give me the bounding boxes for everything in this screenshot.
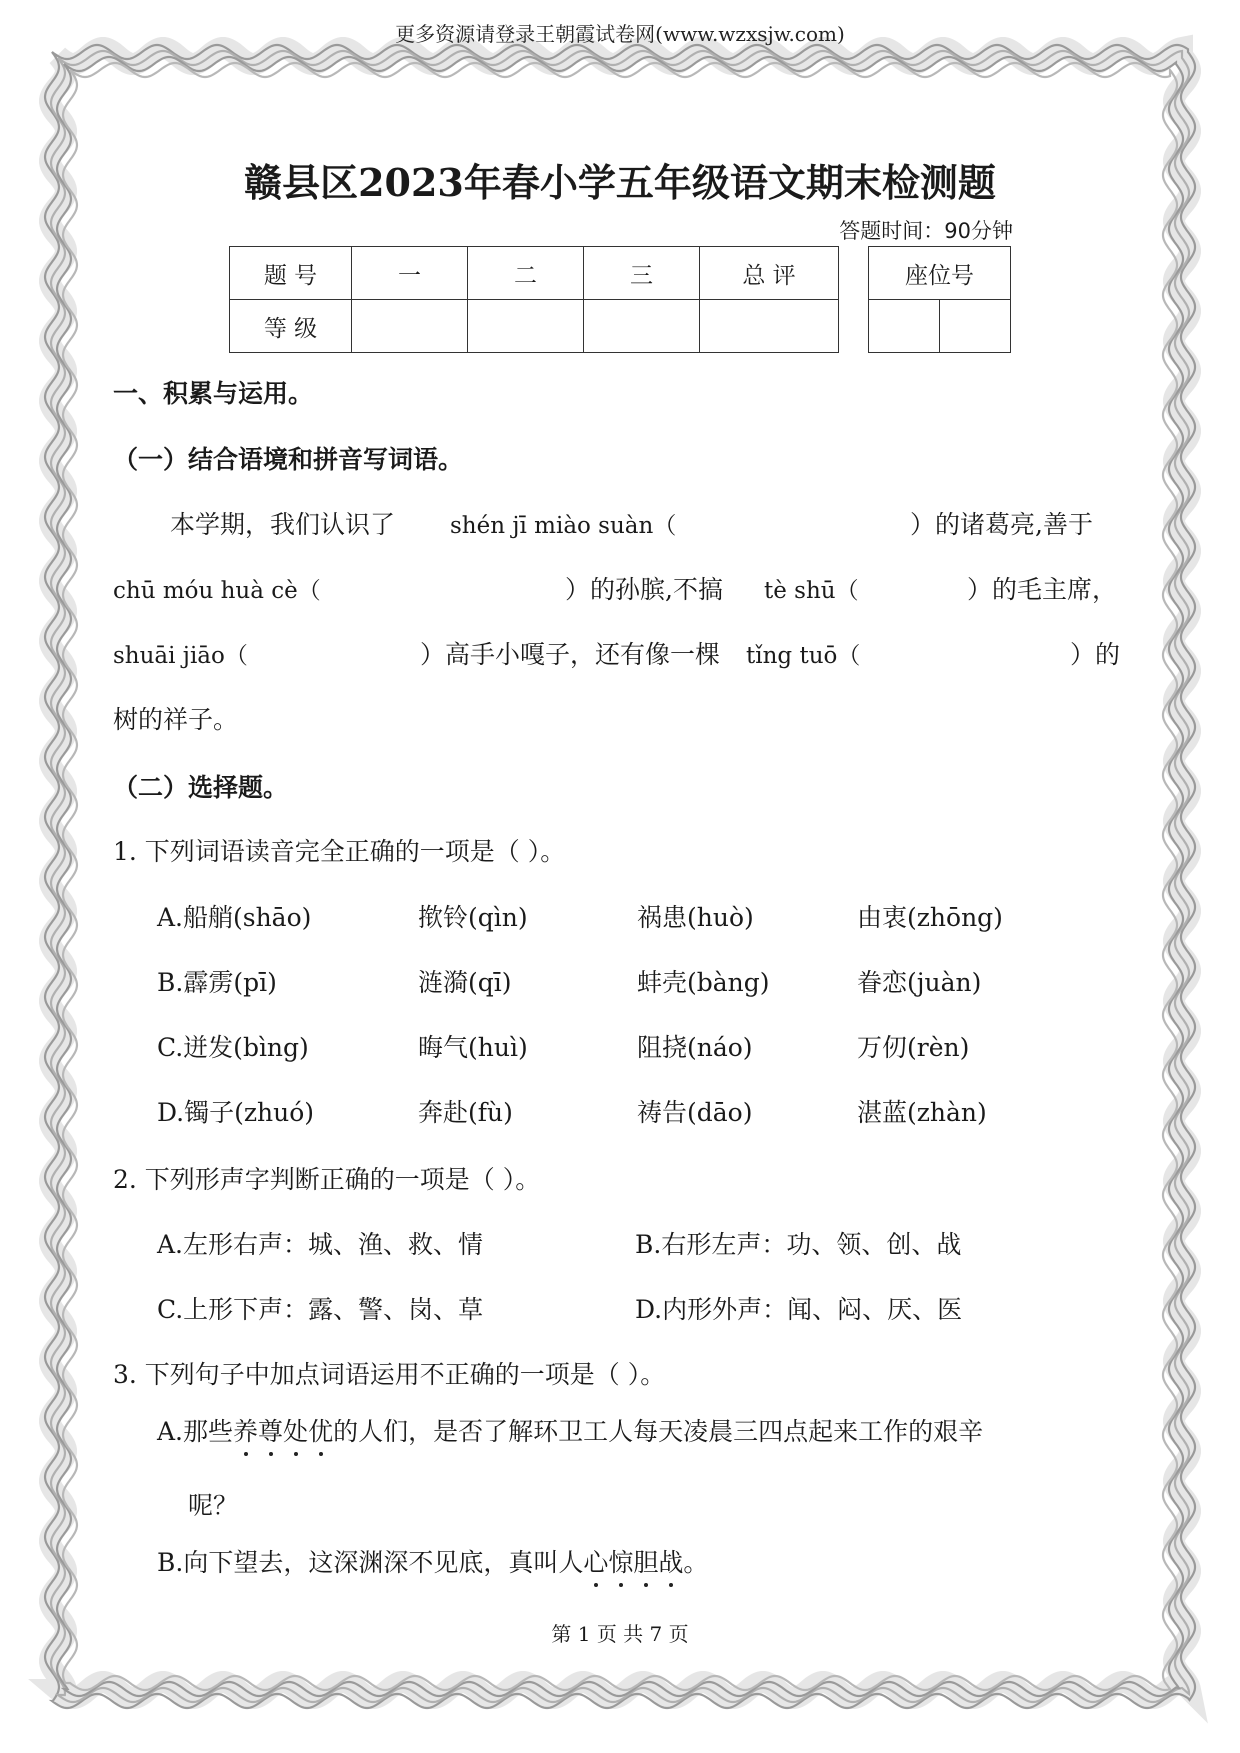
q1-option-cell: 阻挠(náo) xyxy=(637,1033,753,1062)
emphasis-char: 心 xyxy=(583,1548,608,1577)
page-footer: 第 1 页 共 7 页 xyxy=(551,1622,689,1646)
seat-cell-1[interactable] xyxy=(869,300,940,353)
passage-line-1-end: ）的诸葛亮,善于 xyxy=(910,510,1093,539)
page-title: 赣县区2023年春小学五年级语文期末检测题 xyxy=(244,160,996,205)
q1-option-cell: 蚌壳(bàng) xyxy=(637,968,770,997)
question-3-option-a-continued: 呢？ xyxy=(188,1491,239,1520)
option-a-dotted-word xyxy=(233,1417,333,1446)
header-cell-total: 总 评 xyxy=(700,247,839,300)
q1-option-cell[interactable]: B.霹雳(pī) xyxy=(157,968,277,997)
emphasis-char: 惊 xyxy=(608,1548,633,1577)
seat-table xyxy=(868,246,1011,353)
q1-option-cell: 祸患(huò) xyxy=(637,903,754,932)
emphasis-char: 优 xyxy=(308,1417,333,1446)
passage-line-2-mid: ）的孙膑,不搞 xyxy=(565,575,723,604)
option-b-dotted-word xyxy=(583,1548,683,1577)
q1-option-cell: 由衷(zhōng) xyxy=(857,903,1003,932)
q1-option-cell[interactable]: A.船艄(shāo) xyxy=(157,903,312,932)
passage-line-3-end: ）的 xyxy=(1070,640,1121,669)
question-3-option-b[interactable] xyxy=(157,1543,708,1579)
q2-option[interactable]: C.上形下声：露、警、岗、草 xyxy=(157,1295,484,1324)
grade-label: 等 级 xyxy=(230,300,352,353)
passage-line-4: 树的祥子。 xyxy=(113,705,239,734)
q1-option-cell: 晦气(huì) xyxy=(418,1033,528,1062)
option-a-prefix: A.那些 xyxy=(157,1417,234,1446)
header-cell-number: 题 号 xyxy=(230,247,352,300)
question-3-option-a[interactable] xyxy=(157,1412,983,1448)
option-a-suffix: 的人们，是否了解环卫工人每天凌晨三四点起来工作的艰辛 xyxy=(333,1417,984,1446)
grade-cell-total[interactable] xyxy=(700,300,839,353)
emphasis-char: 处 xyxy=(283,1417,308,1446)
subsection-heading-1: （一）结合语境和拼音写词语。 xyxy=(113,445,464,474)
emphasis-char: 尊 xyxy=(258,1417,283,1446)
pinyin-shenjimiaosuan: shén jī miào suàn（ xyxy=(450,513,677,539)
section-heading-1: 一、积累与运用。 xyxy=(113,379,314,408)
emphasis-char: 养 xyxy=(233,1417,258,1446)
grade-cell-3[interactable] xyxy=(584,300,700,353)
pinyin-chumouhuace: chū móu huà cè（ xyxy=(113,578,321,604)
seat-label: 座位号 xyxy=(869,247,1011,300)
score-table xyxy=(229,246,839,353)
grade-cell-1[interactable] xyxy=(352,300,468,353)
q1-option-cell: 奔赴(fù) xyxy=(418,1098,513,1127)
pinyin-shuaijiao: shuāi jiāo（ xyxy=(113,643,248,669)
answer-time: 答题时间：90分钟 xyxy=(839,219,1013,243)
passage-line-2-end: ）的毛主席， xyxy=(967,575,1118,604)
header-note: 更多资源请登录王朝霞试卷网(www.wzxsjw.com) xyxy=(395,22,845,46)
question-2-stem: 2. 下列形声字判断正确的一项是（ ）。 xyxy=(113,1165,541,1194)
header-cell-3: 三 xyxy=(584,247,700,300)
seat-cell-2[interactable] xyxy=(940,300,1011,353)
q1-option-cell: 揿铃(qìn) xyxy=(418,903,528,932)
q1-option-cell: 涟漪(qī) xyxy=(418,968,512,997)
question-1-stem: 1. 下列词语读音完全正确的一项是（ ）。 xyxy=(113,837,566,866)
emphasis-char: 战 xyxy=(658,1548,683,1577)
option-b-suffix: 。 xyxy=(683,1548,709,1577)
q1-option-cell[interactable]: D.镯子(zhuó) xyxy=(157,1098,315,1127)
q2-option[interactable]: A.左形右声：城、渔、救、情 xyxy=(157,1230,484,1259)
question-3-stem: 3. 下列句子中加点词语运用不正确的一项是（ ）。 xyxy=(113,1360,666,1389)
pinyin-teshu: tè shū（ xyxy=(764,578,859,604)
passage-line-3-mid: ）高手小嘎子，还有像一棵 xyxy=(420,640,721,669)
q2-option[interactable]: D.内形外声：闻、闷、厌、医 xyxy=(635,1295,963,1324)
q1-option-cell: 湛蓝(zhàn) xyxy=(857,1098,987,1127)
q1-option-cell: 万仞(rèn) xyxy=(857,1033,970,1062)
q1-option-cell[interactable]: C.迸发(bìng) xyxy=(157,1033,309,1062)
pinyin-tingtuo: tǐng tuō（ xyxy=(746,643,861,669)
grade-cell-2[interactable] xyxy=(468,300,584,353)
q2-option[interactable]: B.右形左声：功、领、创、战 xyxy=(635,1230,962,1259)
option-b-prefix: B.向下望去，这深渊深不见底，真叫人 xyxy=(157,1548,584,1577)
emphasis-char: 胆 xyxy=(633,1548,658,1577)
q1-option-cell: 祷告(dāo) xyxy=(637,1098,753,1127)
subsection-heading-2: （二）选择题。 xyxy=(113,773,289,802)
header-cell-1: 一 xyxy=(352,247,468,300)
q1-option-cell: 眷恋(juàn) xyxy=(857,968,982,997)
passage-line-1-start: 本学期，我们认识了 xyxy=(170,510,396,539)
header-cell-2: 二 xyxy=(468,247,584,300)
